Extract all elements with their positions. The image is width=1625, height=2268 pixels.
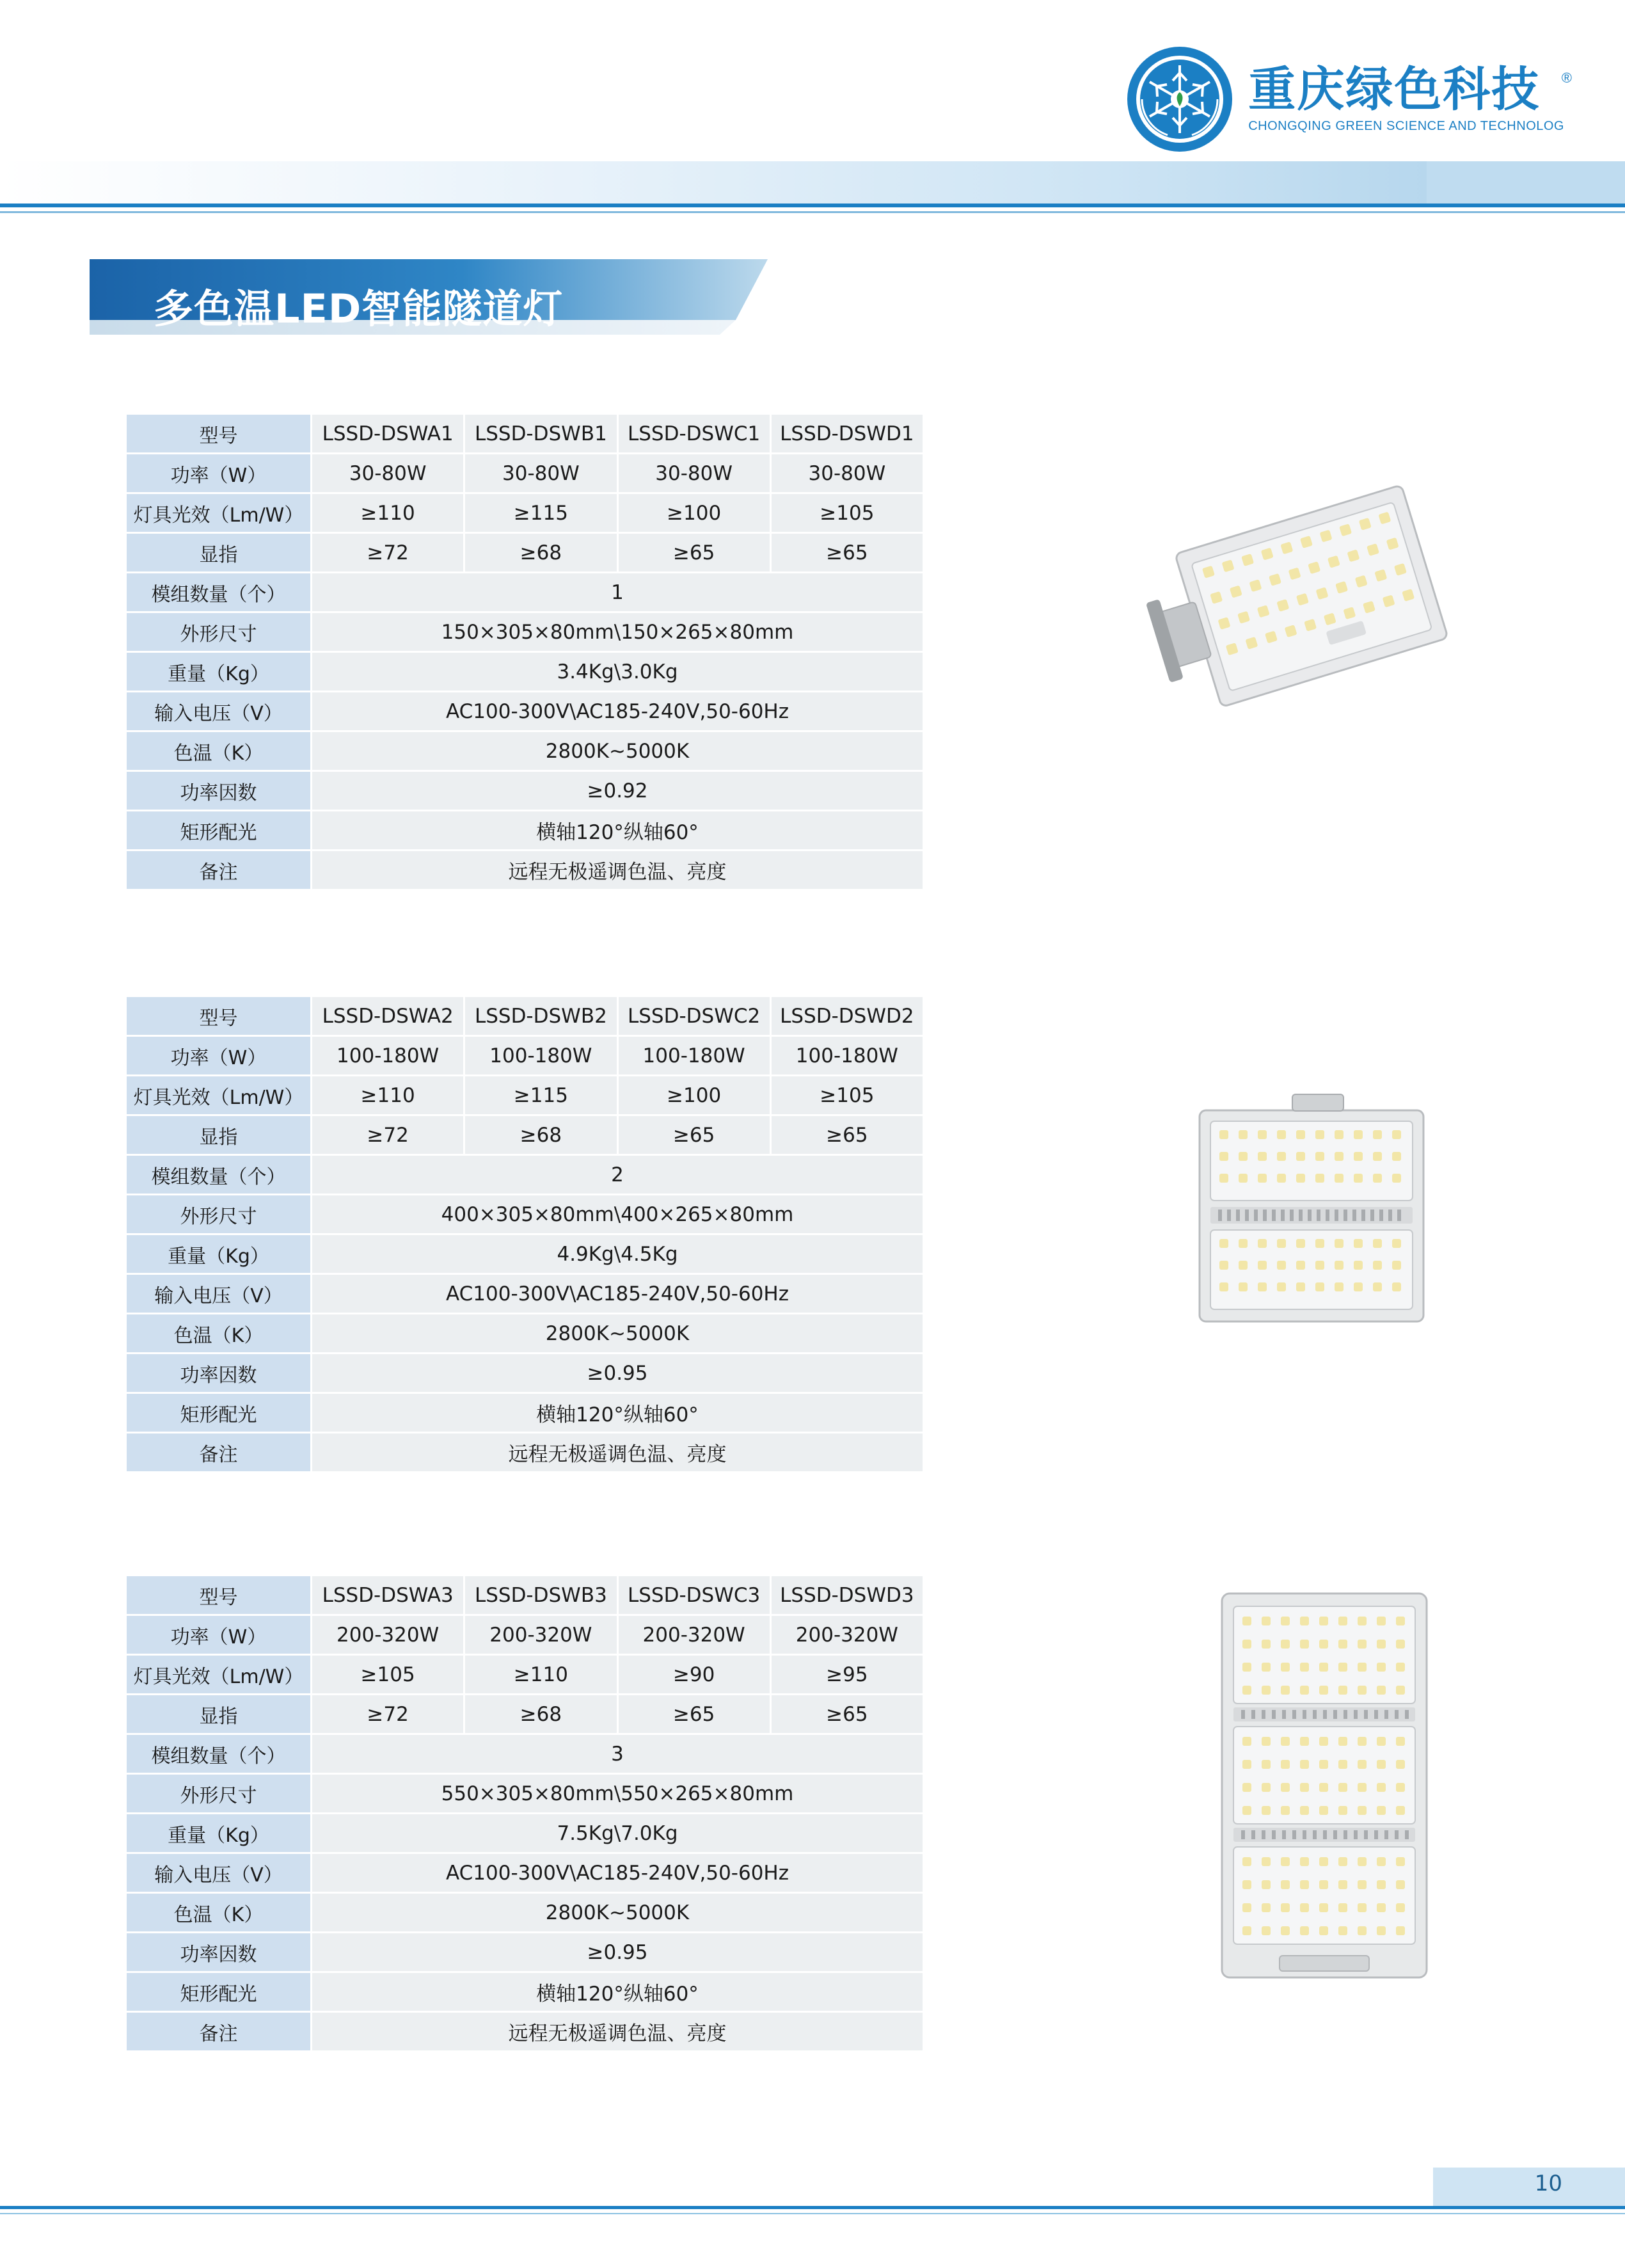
footer-rule-thin [0,2213,1625,2214]
tunnel-lamp-2-module-image [1171,1075,1452,1357]
brand-name-cn: 重庆绿色科技 [1248,61,1541,117]
footer-rule-thick [0,2206,1625,2209]
table-row: 灯具光效（Lm/W） ≥110 ≥115 ≥100 ≥105 [126,493,924,533]
header-rule-thick [0,204,1625,207]
table-row: 显指 ≥72 ≥68 ≥65 ≥65 [126,1695,924,1734]
table-row: 重量（Kg） 3.4Kg\3.0Kg [126,652,924,692]
page-header [0,0,1625,192]
header-rule-thin [0,211,1625,213]
table-row: 型号 LSSD-DSWA3 LSSD-DSWB3 LSSD-DSWC3 LSSD-DSWD3 [126,1576,924,1615]
table-row: 功率（W） 30-80W 30-80W 30-80W 30-80W [126,454,924,493]
table-row: 灯具光效（Lm/W） ≥110 ≥115 ≥100 ≥105 [126,1076,924,1115]
tunnel-lamp-1-module-image [1126,474,1484,742]
table-row: 型号 LSSD-DSWA2 LSSD-DSWB2 LSSD-DSWC2 LSSD-DSWD2 [126,996,924,1036]
table-row: 矩形配光 横轴120°纵轴60° [126,1393,924,1433]
table-row: 模组数量（个） 2 [126,1155,924,1195]
table-row: 备注 远程无极遥调色温、亮度 [126,850,924,890]
table-row: 显指 ≥72 ≥68 ≥65 ≥65 [126,1115,924,1155]
registered-trademark-icon: ® [1561,69,1572,86]
table-row: 功率因数 ≥0.95 [126,1933,924,1972]
table-row: 功率因数 ≥0.95 [126,1354,924,1393]
page-title: 多色温LED智能隧道灯 [154,285,564,332]
table-row: 功率（W） 200-320W 200-320W 200-320W 200-320W [126,1615,924,1655]
table-row: 外形尺寸 550×305×80mm\550×265×80mm [126,1774,924,1814]
snowflake-wreath-logo-icon [1125,45,1234,154]
table-row: 色温（K） 2800K~5000K [126,1314,924,1354]
spec-table-3-wrapper [125,1574,924,2052]
table-row: 功率因数 ≥0.92 [126,771,924,811]
table-row: 备注 远程无极遥调色温、亮度 [126,2012,924,2052]
table-row: 显指 ≥72 ≥68 ≥65 ≥65 [126,533,924,573]
spec-table-2 [125,995,924,1473]
table-row: 输入电压（V） AC100-300V\AC185-240V,50-60Hz [126,1274,924,1314]
table-row: 色温（K） 2800K~5000K [126,1893,924,1933]
table-row: 外形尺寸 400×305×80mm\400×265×80mm [126,1195,924,1234]
table-row: 型号 LSSD-DSWA1 LSSD-DSWB1 LSSD-DSWC1 LSSD-DSWD1 [126,414,924,454]
table-row: 矩形配光 横轴120°纵轴60° [126,811,924,850]
table-row: 色温（K） 2800K~5000K [126,731,924,771]
company-logo [1125,45,1572,154]
tunnel-lamp-3-module-image [1203,1574,1446,1997]
table-row: 输入电压（V） AC100-300V\AC185-240V,50-60Hz [126,692,924,731]
page-number: 10 [1534,2171,1562,2196]
table-row: 备注 远程无极遥调色温、亮度 [126,1433,924,1473]
table-row: 重量（Kg） 7.5Kg\7.0Kg [126,1814,924,1853]
section-title-banner [90,259,832,336]
header-gradient-band [0,161,1625,204]
table-row: 模组数量（个） 1 [126,573,924,612]
spec-table-3 [125,1574,924,2052]
table-row: 重量（Kg） 4.9Kg\4.5Kg [126,1234,924,1274]
table-row: 矩形配光 横轴120°纵轴60° [126,1972,924,2012]
spec-table-1-wrapper [125,413,924,891]
table-row: 输入电压（V） AC100-300V\AC185-240V,50-60Hz [126,1853,924,1893]
spec-table-1 [125,413,924,891]
table-row: 外形尺寸 150×305×80mm\150×265×80mm [126,612,924,652]
table-row: 功率（W） 100-180W 100-180W 100-180W 100-180W [126,1036,924,1076]
footer-corner-block [1433,2168,1625,2206]
spec-table-2-wrapper [125,995,924,1473]
brand-name-en: CHONGQING GREEN SCIENCE AND TECHNOLOG [1248,119,1564,134]
table-row: 灯具光效（Lm/W） ≥105 ≥110 ≥90 ≥95 [126,1655,924,1695]
header-corner-block [1427,161,1625,204]
table-row: 模组数量（个） 3 [126,1734,924,1774]
